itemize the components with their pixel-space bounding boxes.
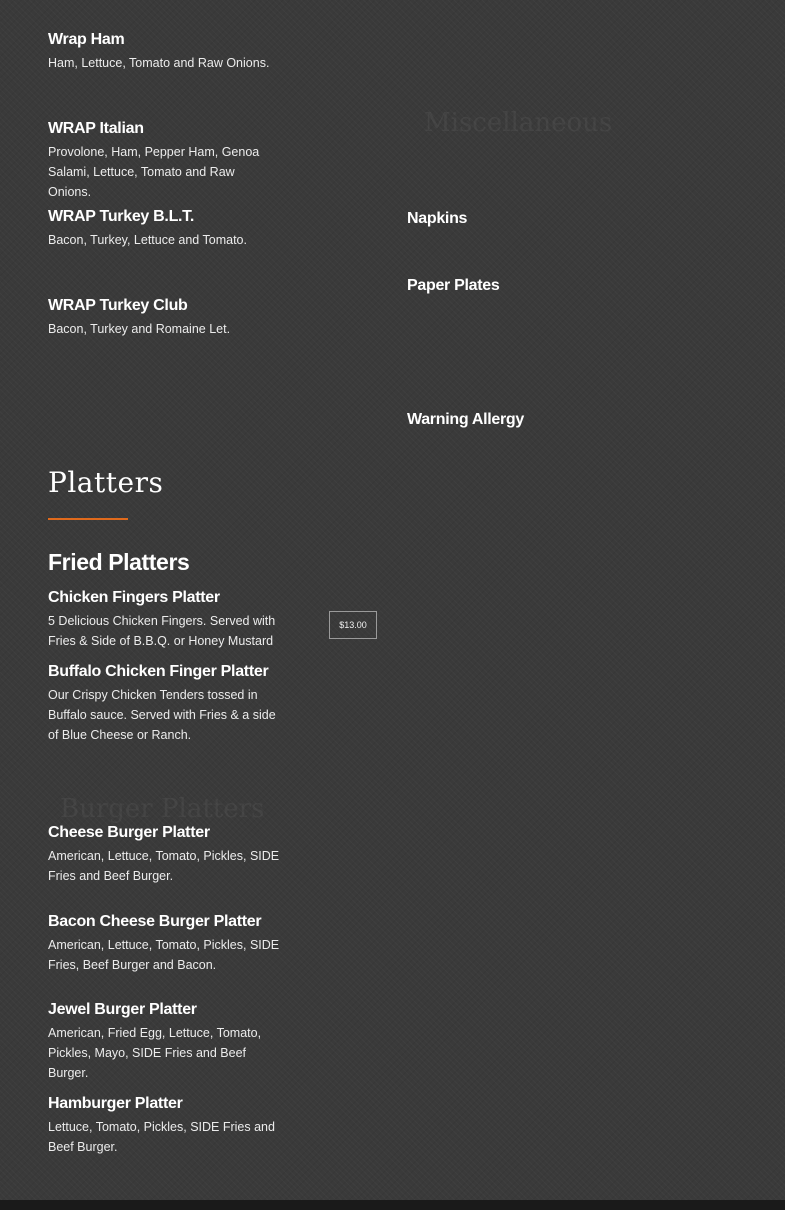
item-title: Jewel Burger Platter bbox=[48, 1001, 197, 1018]
misc-section-heading: Miscellaneous bbox=[424, 108, 613, 138]
subsection-title-fried-platters: Fried Platters bbox=[48, 549, 190, 575]
item-title: Hamburger Platter bbox=[48, 1095, 183, 1112]
menu-item-napkins bbox=[407, 209, 467, 229]
item-title: WRAP Italian bbox=[48, 120, 144, 137]
menu-item-paper-plates bbox=[407, 276, 499, 296]
item-title: WRAP Turkey Club bbox=[48, 297, 188, 314]
price-button[interactable]: $13.00 bbox=[329, 611, 377, 639]
section-title-platters: Platters bbox=[48, 466, 164, 499]
item-title: Chicken Fingers Platter bbox=[48, 589, 220, 606]
section-accent-divider bbox=[48, 518, 128, 520]
menu-item-wrap-italian bbox=[48, 119, 280, 202]
item-description: Ham, Lettuce, Tomato and Raw Onions. bbox=[48, 56, 270, 70]
menu-item-warning-allergy bbox=[407, 410, 524, 430]
menu-item-wrap-turkey-club bbox=[48, 296, 280, 339]
item-title: Buffalo Chicken Finger Platter bbox=[48, 663, 269, 680]
item-description: American, Lettuce, Tomato, Pickles, SIDE Fries, Beef Burger and Bacon. bbox=[48, 938, 280, 972]
item-description: 5 Delicious Chicken Fingers. Served with Fries & Side of B.B.Q. or Honey Mustard bbox=[48, 614, 276, 648]
menu-item-cheese-burger-platter bbox=[48, 823, 280, 886]
menu-item-jewel-burger-platter bbox=[48, 1000, 280, 1083]
item-description: Provolone, Ham, Pepper Ham, Genoa Salami, Lettuce, Tomato and Raw Onions. bbox=[48, 145, 260, 199]
item-title: Warning Allergy bbox=[407, 411, 524, 428]
footer-bar bbox=[0, 1200, 785, 1210]
menu-item-hamburger-platter bbox=[48, 1094, 280, 1157]
item-title: Napkins bbox=[407, 210, 468, 227]
item-title: Bacon Cheese Burger Platter bbox=[48, 913, 262, 930]
item-title: Wrap Ham bbox=[48, 31, 125, 48]
item-title: Cheese Burger Platter bbox=[48, 824, 210, 841]
item-description: Lettuce, Tomato, Pickles, SIDE Fries and Beef Burger. bbox=[48, 1120, 275, 1154]
menu-item-buffalo-chicken-finger-platter bbox=[48, 662, 280, 745]
item-title: Paper Plates bbox=[407, 277, 500, 294]
item-description: Bacon, Turkey, Lettuce and Tomato. bbox=[48, 233, 247, 247]
item-description: Our Crispy Chicken Tenders tossed in Buffalo sauce. Served with Fries & a side of Blue Cheese or Ranch. bbox=[48, 688, 276, 742]
subsection-title-burger-platters: Burger Platters bbox=[60, 794, 265, 824]
item-description: American, Lettuce, Tomato, Pickles, SIDE Fries and Beef Burger. bbox=[48, 849, 280, 883]
item-description: American, Fried Egg, Lettuce, Tomato, Pickles, Mayo, SIDE Fries and Beef Burger. bbox=[48, 1026, 262, 1080]
item-description: Bacon, Turkey and Romaine Let. bbox=[48, 322, 231, 336]
menu-item-bacon-cheese-burger-platter bbox=[48, 912, 280, 975]
menu-item-wrap-turkey-blt bbox=[48, 207, 280, 250]
menu-item-wrap-ham bbox=[48, 30, 280, 73]
menu-item-chicken-fingers-platter bbox=[48, 588, 280, 651]
item-title: WRAP Turkey B.L.T. bbox=[48, 208, 195, 225]
